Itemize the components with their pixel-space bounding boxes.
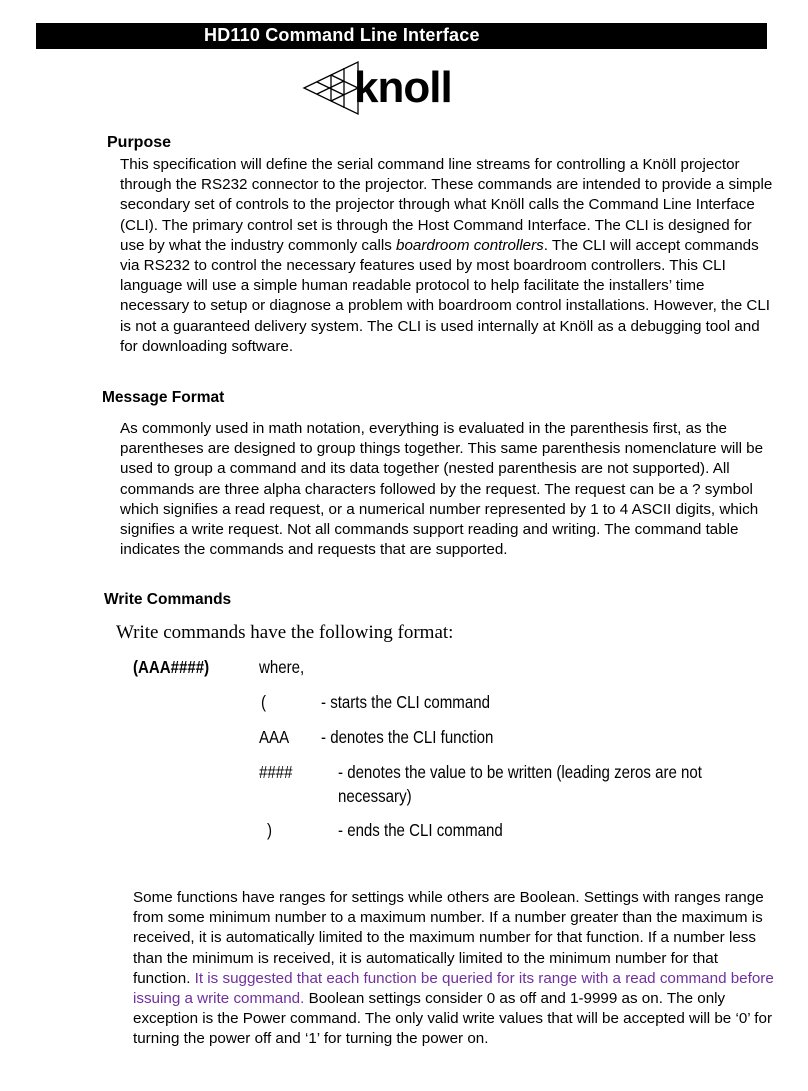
message-format-heading: Message Format <box>102 389 225 406</box>
purpose-heading: Purpose <box>107 134 172 151</box>
row-symbol: AAA <box>259 727 290 747</box>
row-desc-continued: necessary) <box>338 786 412 806</box>
row-desc: - ends the CLI command <box>338 820 503 840</box>
ranges-highlight: It is suggested that each function be queried for its range with a read command before issuing a write command. <box>133 969 774 1008</box>
row-symbol: ) <box>267 820 273 840</box>
ranges-paragraph <box>133 888 778 1050</box>
row-symbol: #### <box>259 762 293 782</box>
row-desc: - denotes the value to be written (leading zeros are not <box>338 762 702 782</box>
triangle-logo-icon <box>300 60 360 116</box>
header-bar <box>36 23 767 49</box>
format-where: where, <box>259 657 305 677</box>
logo-text: knoll <box>354 63 452 112</box>
purpose-text-1: This specification will define the serial command line streams for controlling a Knöll projector through the RS232 connector to the projector. These commands are intended to provide a simple secondary set of controls to the projector through what Knöll calls the Command Line Interface (CLI). The primary control set is through the Host Command Interface. The CLI is designed for use by what the industry commonly calls <box>120 156 773 254</box>
purpose-italic: boardroom controllers <box>396 236 544 254</box>
ranges-text-1: Some functions have ranges for settings while others are Boolean. Settings with ranges range from some minimum number to a maximum number. If a number greater than the maximum is received, it is automatically limited to the maximum number for that function. If a number less than the minimum is received, it is automatically limited to the minimum number for that function. <box>133 889 764 987</box>
message-format-paragraph: As commonly used in math notation, everything is evaluated in the parenthesis first, as the parentheses are designed to group things together. This same parenthesis nomenclature will be used to group a command and its data together (nested parenthesis are not supported). All commands are three alpha characters followed by the request. The request can be a ? symbol which signifies a read request, or a numerical number represented by 1 to 4 ASCII digits, which signifies a write request. Not all commands support reading and writing. The command table indicates the commands and requests that are supported. <box>120 420 764 559</box>
knoll-logo <box>300 60 472 116</box>
row-symbol: ( <box>261 692 267 712</box>
ranges-text-2: Boolean settings consider 0 as off and 1-9999 as on. The only exception is the Power command. The only valid write values that will be accepted will be ‘0’ for turning the power off and ‘1’ for turning the power on. <box>133 990 773 1048</box>
purpose-paragraph <box>120 155 775 357</box>
header-title: HD110 Command Line Interface <box>204 25 480 45</box>
row-desc: - denotes the CLI function <box>321 727 494 747</box>
write-commands-heading: Write Commands <box>104 591 232 608</box>
row-desc: - starts the CLI command <box>321 692 490 712</box>
format-syntax: (AAA####) <box>133 657 210 677</box>
write-commands-intro: Write commands have the following format: <box>116 622 454 643</box>
purpose-text-2: . The CLI will accept commands via RS232 to control the necessary features used by most boardroom controllers. This CLI language will use a simple human readable protocol to help facilitate the installers’ time necessary to setup or diagnose a problem with boardroom control installations. However, the CLI is not a guaranteed delivery system. The CLI is used internally at Knöll as a debugging tool and for downloading software. <box>120 236 771 355</box>
